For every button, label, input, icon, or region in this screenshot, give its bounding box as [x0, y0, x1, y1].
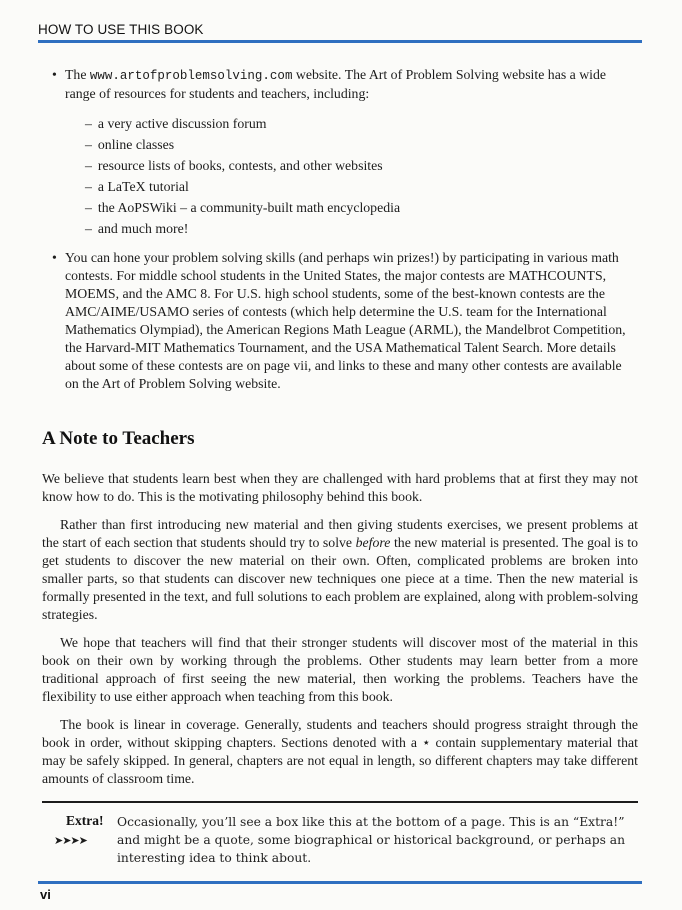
- bullet-contests-text: You can hone your problem solving skills (and perhaps win prizes!) by participating in various math contests. For middle school students in the United States, the major contests are MATHCOUNTS, MOEMS, and the AMC 8. For U.S. high school students, some of the best-known contests are the AMC/AIME/USAMO series of contests (which help determine the U.S. team for the International Mathematics Olympiad), the American Regions Math League (ARML), the Mandelbrot Competition, the Harvard-MIT Mathematics Tournament, and the USA Mathematical Talent Search. More details about some of these contests are on page vii, and links to these and many other contests are available on the Art of Problem Solving website.: [65, 250, 626, 391]
- section-heading: A Note to Teachers: [42, 428, 195, 449]
- bullet-dot: •: [52, 250, 57, 265]
- paragraph: The book is linear in coverage. Generally, students and teachers should progress straight through the book in order, without skipping chapters. Sections denoted with a ⋆ contain supplementary material that may be safely skipped. In general, chapters are not equal in length, so different chapters may take different amounts of classroom time.: [42, 717, 638, 786]
- resource-bullets: [52, 66, 638, 393]
- list-item: – the AoPSWiki – a community-built math encyclopedia: [85, 200, 401, 215]
- list-item: – a very active discussion forum: [85, 116, 267, 131]
- header-rule: [38, 40, 642, 43]
- list-item: – resource lists of books, contests, and other websites: [85, 158, 383, 173]
- paragraph: Rather than first introducing new material and then giving students exercises, we present problems at the start of each section that students should try to solve before the new material is presented. The goal is to get students to discover the new material on their own. Often, complicated problems are broken into smaller parts, so that students can discover new techniques one piece at a time. Then the new material is formally presented in the text, and full solutions to each problem are explained, along with problem-solving strategies.: [42, 517, 638, 622]
- bullet-website: [52, 66, 638, 239]
- bullet-contests: [52, 249, 638, 393]
- paragraph: We believe that students learn best when they are challenged with hard problems that at first they may not know how to do. This is the motivating philosophy behind this book.: [42, 471, 638, 504]
- teachers-body: [42, 470, 638, 788]
- list-item: – a LaTeX tutorial: [85, 179, 189, 194]
- extra-text: Occasionally, you’ll see a box like this at the bottom of a page. This is an “Extra!” and might be a quote, some biographical or historical background, or perhaps an interesting idea to think about.: [117, 815, 626, 865]
- running-header: HOW TO USE THIS BOOK: [38, 22, 204, 37]
- arrow-icon: ➤➤➤➤: [54, 835, 87, 847]
- extra-label: Extra!: [66, 813, 104, 828]
- bullet-website-text: website. The Art of Problem Solving website has a wide range of resources for students and teachers, including:: [65, 67, 607, 101]
- list-item: – and much more!: [85, 221, 189, 236]
- paragraph: We hope that teachers will find that their stronger students will discover most of the material in this book on their own by working through the problems. Other students may learn better from a more traditional approach of first seeing the new material, then working the problems. Teachers have the flexibility to use either approach when teaching from this book.: [42, 635, 638, 704]
- list-item: – online classes: [85, 137, 175, 152]
- bullet-website-pre: The: [65, 67, 90, 82]
- extra-box-rule: [42, 801, 638, 803]
- footer-rule: [38, 881, 642, 884]
- website-url: www.artofproblemsolving.com: [89, 69, 293, 83]
- resource-sublist: [85, 113, 638, 239]
- page-number: vi: [40, 887, 51, 902]
- bullet-dot: •: [52, 67, 57, 82]
